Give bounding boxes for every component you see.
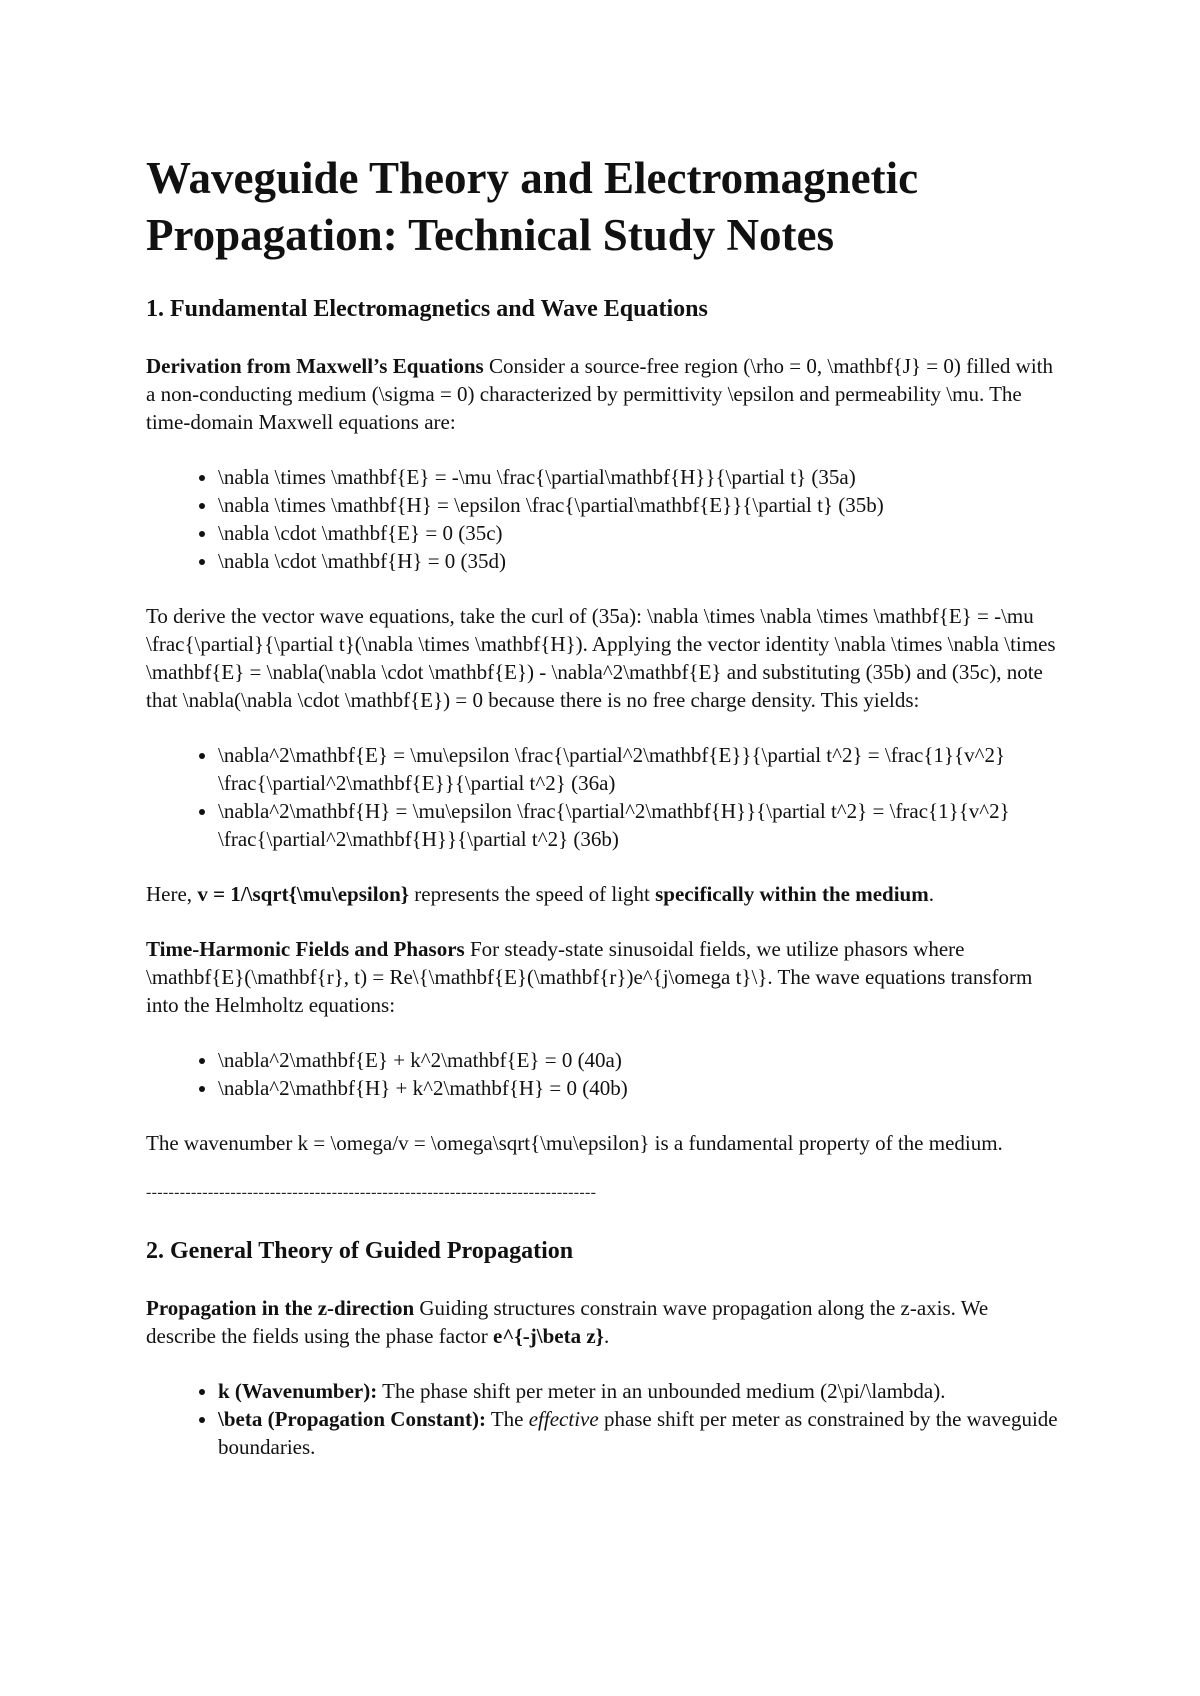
propagation-text: Guiding structures constrain wave propagation along the z-axis. We describe the fields using the phase factor	[146, 1296, 989, 1348]
definition-term: k (Wavenumber):	[218, 1379, 378, 1403]
list-item	[218, 1405, 1060, 1461]
maxwell-intro-paragraph	[146, 352, 1060, 436]
list-item: • \nabla \cdot \mathbf{E} = 0 (35c)	[218, 519, 1060, 547]
phasor-paragraph	[146, 935, 1060, 1019]
list-item: • \nabla^2\mathbf{E} + k^2\mathbf{E} = 0 (40a)	[218, 1046, 1060, 1074]
maxwell-intro-text: Consider a source-free region (\rho = 0, \mathbf{J} = 0) filled with a non-conducting medium (\sigma = 0) characterized by permittivity \epsilon and permeability \mu. The time-domain Maxwell equations are:	[146, 354, 1054, 434]
speed-pre: Here,	[146, 882, 198, 906]
speed-formula: v = 1/\sqrt{\mu\epsilon}	[197, 882, 410, 906]
list-item	[218, 1377, 1060, 1405]
page-title: Waveguide Theory and Electromagnetic Propagation: Technical Study Notes	[146, 153, 919, 260]
wave-equations-list	[146, 741, 1060, 853]
section-2-heading: 2. General Theory of Guided Propagation	[146, 1238, 574, 1264]
propagation-paragraph	[146, 1294, 1060, 1350]
propagation-lead: Propagation in the z-direction	[146, 1296, 415, 1320]
list-item: • \nabla \cdot \mathbf{H} = 0 (35d)	[218, 547, 1060, 575]
definition-text: phase shift per meter as constrained by the waveguide boundaries.	[218, 1407, 1058, 1459]
list-item: • \nabla^2\mathbf{H} = \mu\epsilon \frac{\partial^2\mathbf{H}}{\partial t^2} = \frac{1}{v^2} \frac{\partial^2\mathbf{H}}{\partial t^2} (36b)	[218, 797, 1060, 853]
maxwell-equations-list	[146, 463, 1060, 575]
list-item: • \nabla^2\mathbf{H} + k^2\mathbf{H} = 0 (40b)	[218, 1074, 1060, 1102]
maxwell-intro-lead: Derivation from Maxwell’s Equations	[146, 354, 484, 378]
speed-paragraph	[146, 880, 1060, 908]
speed-emphasis: specifically within the medium	[655, 882, 929, 906]
speed-post: .	[928, 882, 934, 906]
section-divider: --------------------------------------------------------------------------------	[146, 1184, 597, 1201]
speed-mid: represents the speed of light	[409, 882, 656, 906]
definitions-list	[146, 1377, 1060, 1461]
section-1-heading: 1. Fundamental Electromagnetics and Wave Equations	[146, 296, 708, 322]
list-item: • \nabla \times \mathbf{H} = \epsilon \frac{\partial\mathbf{E}}{\partial t} (35b)	[218, 491, 1060, 519]
phase-factor: e^{-j\beta z}	[492, 1324, 604, 1348]
derivation-paragraph: To derive the vector wave equations, take the curl of (35a): \nabla \times \nabla \times \mathbf{E} = -\mu \frac{\partial}{\partial t}(\nabla \times \mathbf{H}). Applying the vector identity \nabla \times \nabla \times \mathbf{E} = \nabla(\nabla \cdot \mathbf{E}) - \nabla^2\mathbf{E} and substituting (35b) and (35c), note that \nabla(\nabla \cdot \mathbf{E}) = 0 because there is no free charge density. This yields:	[146, 604, 1056, 712]
definition-emphasis: effective	[528, 1407, 599, 1431]
phasor-lead: Time-Harmonic Fields and Phasors	[146, 937, 465, 961]
definition-term: \beta (Propagation Constant):	[218, 1407, 486, 1431]
propagation-post: .	[603, 1324, 610, 1348]
list-item: • \nabla^2\mathbf{E} = \mu\epsilon \frac{\partial^2\mathbf{E}}{\partial t^2} = \frac{1}{v^2} \frac{\partial^2\mathbf{E}}{\partial t^2} (36a)	[218, 741, 1060, 797]
helmholtz-equations-list	[146, 1046, 1060, 1102]
phasor-text: For steady-state sinusoidal fields, we utilize phasors where \mathbf{E}(\mathbf{r}, t) = Re\{\mathbf{E}(\mathbf{r})e^{j\omega t}\}. The wave equations transform into the Helmholtz equations:	[146, 937, 1033, 1017]
definition-pre: The	[485, 1407, 529, 1431]
list-item: • \nabla \times \mathbf{E} = -\mu \frac{\partial\mathbf{H}}{\partial t} (35a)	[218, 463, 1060, 491]
wavenumber-paragraph: The wavenumber k = \omega/v = \omega\sqrt{\mu\epsilon} is a fundamental property of the medium.	[146, 1131, 1003, 1155]
definition-text: The phase shift per meter in an unbounded medium (2\pi/\lambda).	[377, 1379, 946, 1403]
